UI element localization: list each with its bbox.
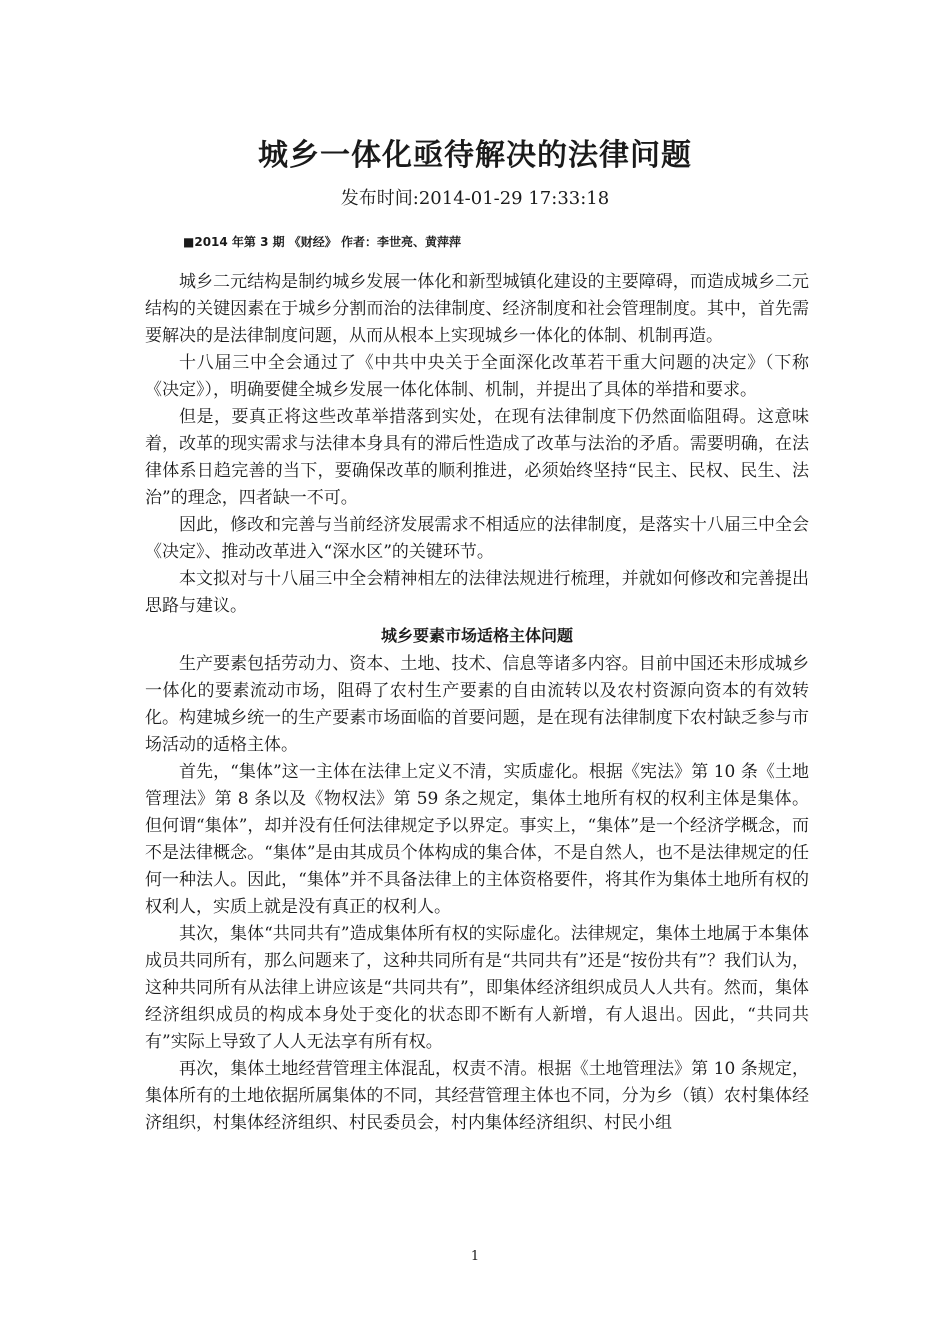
paragraph: 但是，要真正将这些改革举措落到实处，在现有法律制度下仍然面临阻碍。这意味着，改革的现实需求与法律本身具有的滞后性造成了改革与法治的矛盾。需要明确，在法律体系日趋完善的当下，要确保改革的顺利推进，必须始终坚持“民主、民权、民生、法治”的理念，四者缺一不可。 [145,407,809,508]
paragraph: 首先，“集体”这一主体在法律上定义不清，实质虚化。根据《宪法》第 10 条《土地管理法》第 8 条以及《物权法》第 59 条之规定，集体土地所有权的权利主体是集体。但何谓“集体”，却并没有任何法律规定予以界定。事实上，“集体”是一个经济学概念，而不是法律概念。“集体”是由其成员个体构成的集合体，不是自然人，也不是法律规定的任何一种法人。因此，“集体”并不具备法律上的主体资格要件，将其作为集体土地所有权的权利人，实质上就是没有真正的权利人。 [145,762,809,917]
paragraph: 本文拟对与十八届三中全会精神相左的法律法规进行梳理，并就如何修改和完善提出思路与建议。 [145,569,809,616]
issue-author-line: ■2014 年第 3 期 《财经》 作者：李世亮、黄萍萍 [183,235,461,249]
article-body [145,269,809,1137]
paragraph: 生产要素包括劳动力、资本、土地、技术、信息等诸多内容。目前中国还未形成城乡一体化的要素流动市场，阻碍了农村生产要素的自由流转以及农村资源向资本的有效转化。构建城乡统一的生产要素市场面临的首要问题，是在现有法律制度下农村缺乏参与市场活动的适格主体。 [145,654,809,755]
publish-time: 发布时间:2014-01-29 17:33:18 [340,188,610,209]
section-heading: 城乡要素市场适格主体问题 [380,626,573,645]
paragraph: 再次，集体土地经营管理主体混乱，权责不清。根据《土地管理法》第 10 条规定，集体所有的土地依据所属集体的不同，其经营管理主体也不同，分为乡（镇）农村集体经济组织，村集体经济组织、村民委员会，村内集体经济组织、村民小组 [145,1059,809,1133]
paragraph: 其次，集体“共同共有”造成集体所有权的实际虚化。法律规定，集体土地属于本集体成员共同所有，那么问题来了，这种共同所有是“共同共有”还是“按份共有”？我们认为，这种共同所有从法律上讲应该是“共同共有”，即集体经济组织成员人人共有。然而，集体经济组织成员的构成本身处于变化的状态即不断有人新增，有人退出。因此，“共同共有”实际上导致了人人无法享有所有权。 [145,924,809,1052]
document-title: 城乡一体化亟待解决的法律问题 [258,138,692,173]
paragraph: 十八届三中全会通过了《中共中央关于全面深化改革若干重大问题的决定》（下称《决定》），明确要健全城乡发展一体化体制、机制，并提出了具体的举措和要求。 [145,353,809,400]
paragraph: 因此，修改和完善与当前经济发展需求不相适应的法律制度，是落实十八届三中全会《决定》、推动改革进入“深水区”的关键环节。 [145,515,809,562]
page-number: 1 [470,1249,480,1264]
paragraph: 城乡二元结构是制约城乡发展一体化和新型城镇化建设的主要障碍，而造成城乡二元结构的关键因素在于城乡分割而治的法律制度、经济制度和社会管理制度。其中，首先需要解决的是法律制度问题，从而从根本上实现城乡一体化的体制、机制再造。 [145,272,809,346]
